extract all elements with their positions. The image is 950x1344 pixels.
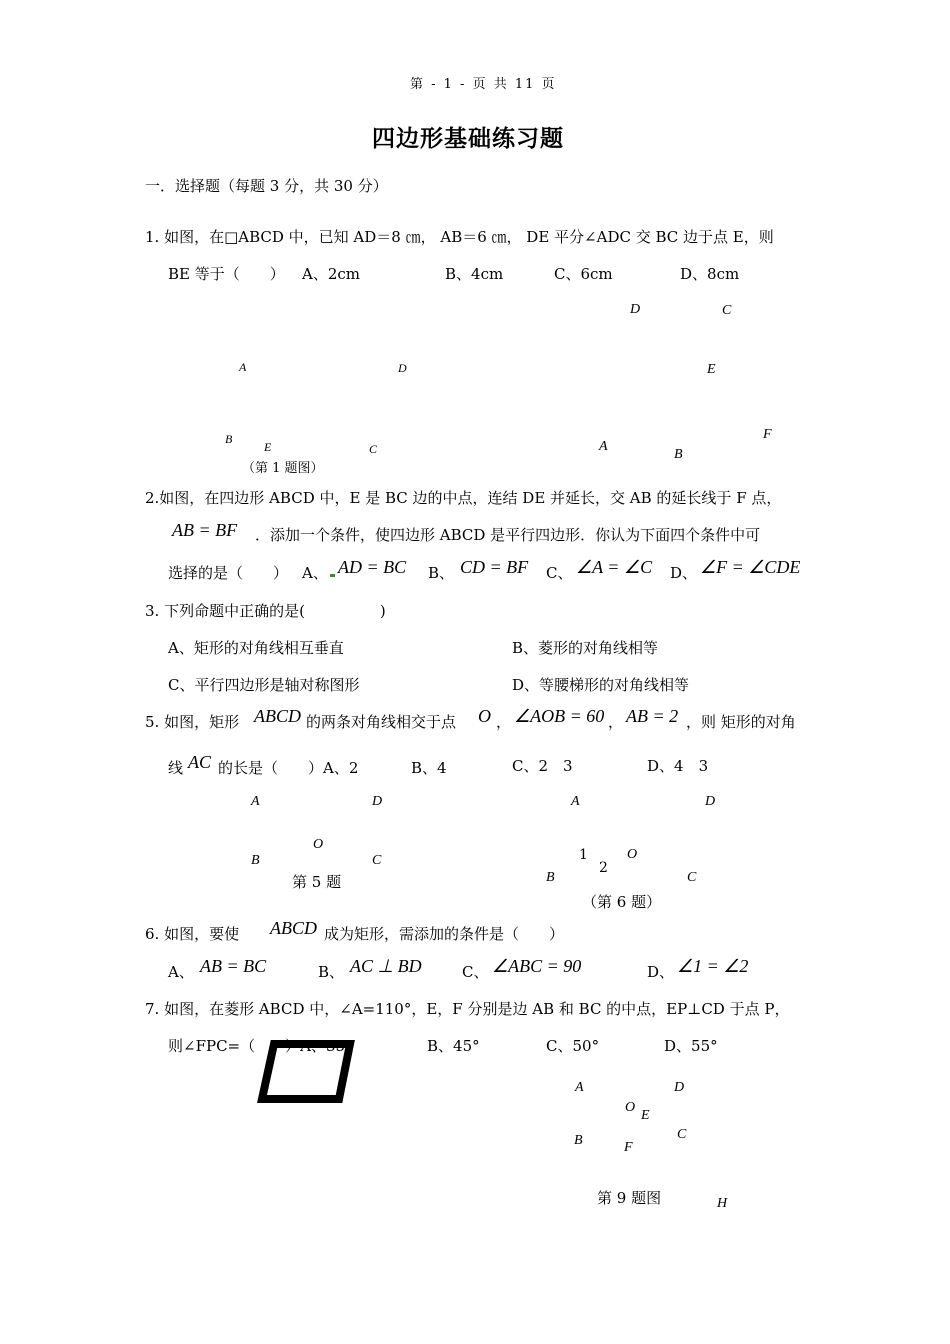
q5-math-abcd: ABCD: [254, 706, 301, 726]
fig5-label-c: C: [372, 853, 382, 868]
q6-math-abcd: ABCD: [270, 918, 317, 938]
q1-option-a: A、2cm: [302, 265, 361, 283]
q6-option-c: ∠ABC = 90: [492, 956, 582, 976]
fig9-label-b: B: [574, 1133, 583, 1148]
q5-math-o: O: [478, 706, 491, 726]
fig2-label-a: A: [599, 439, 608, 454]
q1-line1: 1. 如图，在□ABCD 中，已知 AD＝8 ㎝， AB＝6 ㎝， DE 平分∠ADC 交 BC 边于点 E，则: [145, 228, 774, 246]
q7-stem: 则∠FPC=（ ）A、35°: [168, 1037, 353, 1055]
q5-math-angle: ∠AOB = 60: [514, 706, 605, 726]
q6-option-d: ∠1 = ∠2: [677, 956, 749, 976]
fig9-label-a: A: [575, 1080, 584, 1095]
q6-pre: 6. 如图，要使: [145, 925, 240, 943]
fig6-label-2: 2: [599, 860, 608, 876]
q2-option-d: ∠F = ∠CDE: [700, 557, 801, 577]
fig9-label-o: O: [625, 1100, 636, 1115]
q3-option-b: B、菱形的对角线相等: [512, 639, 659, 657]
q3-option-d: D、等腰梯形的对角线相等: [512, 676, 690, 694]
q2-line2: ．添加一个条件，使四边形 ABCD 是平行四边形．你认为下面四个条件中可: [255, 526, 761, 544]
q5-line2-pre: 线: [168, 759, 184, 777]
q3-stem: 3. 下列命题中正确的是( ): [145, 602, 386, 620]
fig5-caption: 第 5 题: [292, 873, 342, 891]
q1-option-b: B、4cm: [445, 265, 504, 283]
q1-option-d: D、8cm: [680, 265, 740, 283]
fig1-label-c: C: [369, 442, 378, 456]
q5-option-c: C、2 3: [512, 757, 573, 775]
fig9-label-h: H: [717, 1196, 728, 1211]
green-marker-icon: [330, 574, 335, 577]
q7-option-b: B、45°: [427, 1037, 480, 1055]
q6-option-a-label: A、: [168, 963, 194, 981]
fig9-label-c: C: [677, 1127, 687, 1142]
fig9-label-d: D: [674, 1080, 685, 1095]
fig2-label-b: B: [674, 447, 683, 462]
q2-option-c-label: C、: [546, 564, 573, 582]
fig6-label-a: A: [571, 794, 580, 809]
q5-option-d: D、4 3: [647, 757, 709, 775]
q2-option-a: AD = BC: [338, 557, 407, 577]
fig6-label-1: 1: [579, 847, 588, 863]
fig2-label-d: D: [630, 302, 641, 317]
q5-line1-mid: 的两条对角线相交于点: [306, 713, 457, 731]
q5-line2-mid: 的长是（ ）A、2: [218, 759, 359, 777]
fig5-label-a: A: [251, 794, 260, 809]
q6-option-d-label: D、: [647, 963, 675, 981]
fig1-label-e: E: [264, 440, 272, 454]
q7-option-d: D、55°: [664, 1037, 718, 1055]
fig1-caption: （第 1 题图）: [242, 461, 324, 476]
fig2-label-e: E: [707, 362, 716, 377]
q6-option-c-label: C、: [462, 963, 489, 981]
parallelogram-shape: [262, 1044, 350, 1099]
fig1-label-d: D: [398, 361, 407, 375]
fig6-label-b: B: [546, 870, 555, 885]
fig6-label-o: O: [627, 847, 638, 862]
q1-stem: BE 等于（ ）: [168, 265, 285, 283]
q1-option-c: C、6cm: [554, 265, 613, 283]
q5-math-ab: AB = 2: [626, 706, 679, 726]
q2-condition: AB = BF: [172, 520, 238, 540]
q2-option-a-label: A、: [302, 564, 328, 582]
fig6-label-c: C: [687, 870, 697, 885]
q6-option-b: AC ⊥ BD: [350, 956, 422, 976]
section-heading: 一．选择题（每题 3 分，共 30 分）: [145, 177, 388, 195]
fig2-label-f: F: [763, 427, 772, 442]
q7-option-c: C、50°: [546, 1037, 600, 1055]
fig5-label-b: B: [251, 853, 260, 868]
q6-option-b-label: B、: [318, 963, 345, 981]
fig9-caption: 第 9 题图: [597, 1189, 662, 1207]
q7-line1: 7. 如图，在菱形 ABCD 中，∠A=110°，E，F 分别是边 AB 和 BC 的中点，EP⊥CD 于点 P，: [145, 1000, 790, 1018]
fig2-label-c: C: [722, 303, 732, 318]
fig1-label-a: A: [239, 360, 247, 374]
q2-option-c: ∠A = ∠C: [576, 557, 653, 577]
q2-option-b: CD = BF: [460, 557, 529, 577]
q5-line1-post: ，则 矩形的对角: [686, 713, 796, 731]
q6-post: 成为矩形，需添加的条件是（ ）: [324, 925, 565, 943]
q6-option-a: AB = BC: [200, 956, 267, 976]
fig5-label-o: O: [313, 837, 324, 852]
q3-option-c: C、平行四边形是轴对称图形: [168, 676, 360, 694]
q2-option-d-label: D、: [670, 564, 698, 582]
page-title: 四边形基础练习题: [372, 126, 564, 152]
q2-stem: 选择的是（ ）: [168, 564, 289, 582]
fig6-label-d: D: [705, 794, 716, 809]
page-header: 第 - 1 - 页 共 11 页: [410, 77, 557, 92]
q5-line1-pre: 5. 如图，矩形: [145, 713, 240, 731]
fig5-label-d: D: [372, 794, 383, 809]
fig1-label-b: B: [225, 432, 233, 446]
parallelogram-figure: [250, 1035, 365, 1107]
fig9-label-e: E: [641, 1108, 650, 1123]
q3-option-a: A、矩形的对角线相互垂直: [168, 639, 344, 657]
q5-option-b: B、4: [411, 759, 447, 777]
q2-line1: 2.如图，在四边形 ABCD 中，E 是 BC 边的中点，连结 DE 并延长，交 AB 的延长线于 F 点，: [145, 489, 782, 507]
q2-option-b-label: B、: [428, 564, 455, 582]
fig6-caption: （第 6 题）: [582, 893, 662, 911]
fig9-label-f: F: [624, 1140, 633, 1155]
q5-math-ac: AC: [188, 752, 212, 772]
